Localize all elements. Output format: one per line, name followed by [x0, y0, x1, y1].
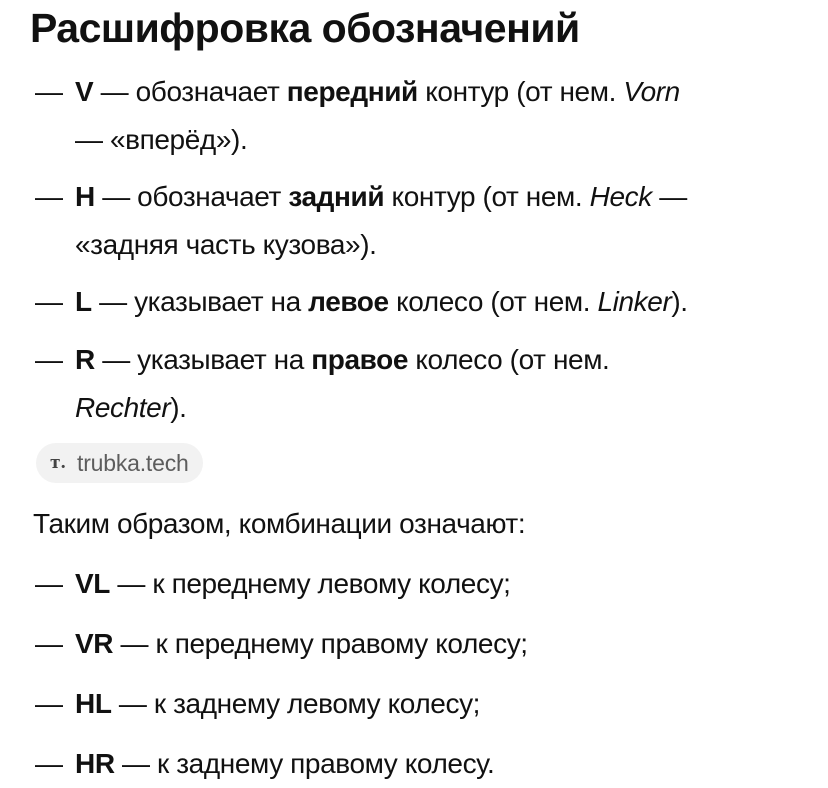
legend-item-v — [35, 68, 795, 164]
legend-code: V — [75, 76, 94, 107]
legend-text: — указывает на — [91, 286, 309, 317]
combination-code: HR — [75, 748, 115, 779]
legend-item-l — [35, 278, 795, 326]
legend-text: ). — [671, 286, 688, 317]
combination-code: VR — [75, 628, 114, 659]
list-dash: — — [35, 688, 63, 719]
combination-item-vl — [35, 560, 795, 608]
combination-code: VL — [75, 568, 110, 599]
legend-emphasis: левое — [308, 286, 389, 317]
source-label: trubka.tech — [77, 449, 189, 476]
legend-code: L — [75, 286, 92, 317]
legend-text: — — [651, 181, 687, 212]
legend-line — [35, 68, 795, 116]
combination-text: — к переднему правому колесу; — [113, 628, 528, 659]
legend-line-continued — [35, 221, 795, 269]
legend-emphasis: передний — [286, 76, 418, 107]
combination-code: HL — [75, 688, 112, 719]
list-dash: — — [35, 181, 63, 212]
legend-line — [35, 336, 795, 384]
legend-line-continued — [35, 116, 795, 164]
legend-item-r — [35, 336, 795, 432]
legend-text: колесо (от нем. — [408, 344, 610, 375]
combination-item-hl — [35, 680, 795, 728]
combination-item-hr — [35, 740, 795, 788]
source-link[interactable] — [36, 443, 203, 483]
list-dash: — — [35, 628, 63, 659]
combination-line — [35, 560, 795, 608]
legend-emphasis: задний — [288, 181, 385, 212]
legend-german-word: Linker — [597, 286, 672, 317]
legend-text: — указывает на — [94, 344, 312, 375]
legend-text: контур (от нем. — [417, 76, 624, 107]
legend-line — [35, 173, 795, 221]
legend-line — [35, 278, 795, 326]
legend-code: H — [75, 181, 95, 212]
list-dash: — — [35, 568, 63, 599]
legend-item-h — [35, 173, 795, 269]
combination-text: — к переднему левому колесу; — [109, 568, 511, 599]
legend-german-word: Vorn — [623, 76, 680, 107]
legend-text: колесо (от нем. — [388, 286, 598, 317]
legend-text: ). — [170, 392, 187, 423]
trubka-logo-icon: т. — [49, 453, 67, 473]
list-dash: — — [35, 748, 63, 779]
legend-text: «задняя часть кузова»). — [75, 229, 377, 260]
legend-german-word: Heck — [589, 181, 652, 212]
legend-emphasis: правое — [311, 344, 408, 375]
legend-text: — «вперёд»). — [75, 124, 248, 155]
list-dash: — — [35, 286, 63, 317]
summary-intro: Таким образом, комбинации означают: — [33, 508, 526, 539]
combination-line — [35, 620, 795, 668]
legend-line-continued — [35, 384, 795, 432]
legend-text: контур (от нем. — [384, 181, 590, 212]
legend-german-word: Rechter — [75, 392, 171, 423]
combination-line — [35, 740, 795, 788]
combination-text: — к заднему левому колесу; — [111, 688, 481, 719]
legend-code: R — [75, 344, 95, 375]
list-dash: — — [35, 76, 63, 107]
page-title: Расшифровка обозначений — [30, 5, 580, 51]
combination-item-vr — [35, 620, 795, 668]
legend-text: — обозначает — [94, 181, 289, 212]
combination-line — [35, 680, 795, 728]
list-dash: — — [35, 344, 63, 375]
legend-text: — обозначает — [93, 76, 287, 107]
combination-text: — к заднему правому колесу. — [114, 748, 495, 779]
